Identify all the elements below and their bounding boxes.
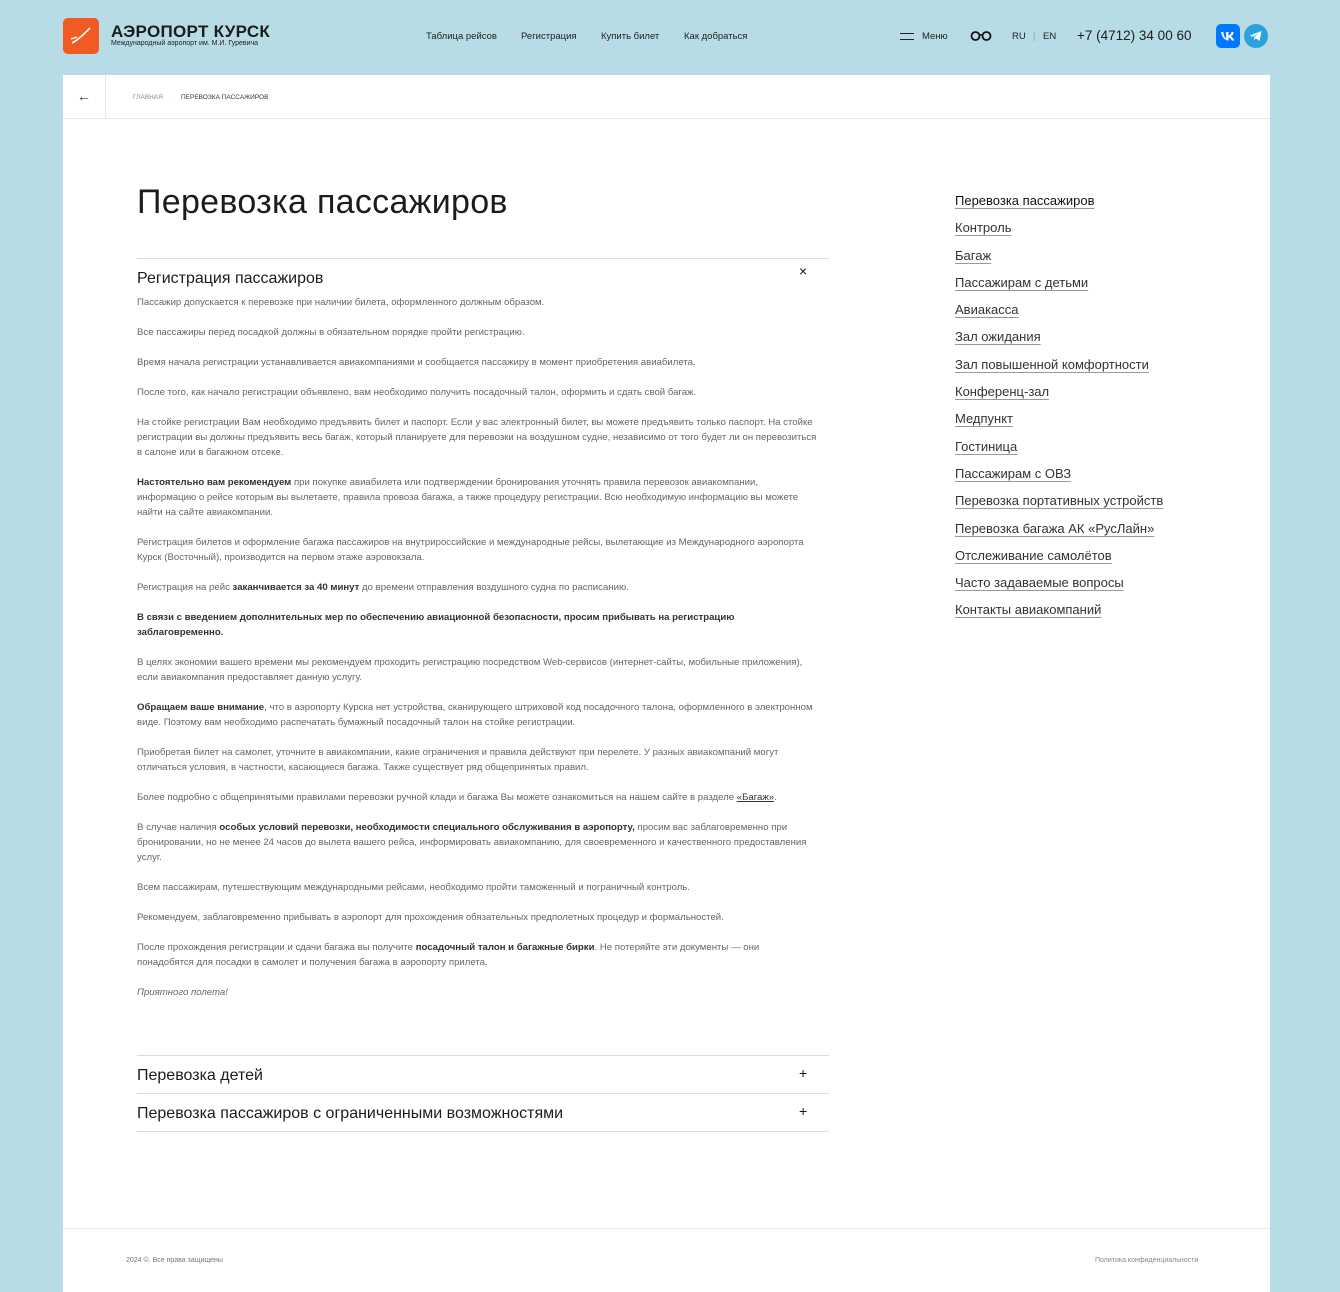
brand-title[interactable]: АЭРОПОРТ КУРСК [111, 22, 271, 41]
paragraph [137, 790, 817, 805]
plus-icon[interactable]: + [799, 1103, 808, 1119]
accordion-divider [137, 258, 829, 259]
paragraph-text: На стойке регистрации Вам необходимо предъявить билет и паспорт. Если у вас электронный билет, вы можете предъявить только паспорт. На стойке регистрации вы должны предъявить весь багаж, который планируете для перевозки на воздушном судне, независимо от того будет ли он перевозиться в салоне или в багажном отсеке. [137, 417, 817, 458]
paragraph-text: Более подробно с общепринятыми правилами перевозки ручной клади и багажа Вы можете ознакомиться на нашем сайте в разделе [137, 792, 737, 803]
accordion-title-children[interactable]: Перевозка детей [137, 1067, 263, 1084]
paragraph-text: После прохождения регистрации и сдачи багажа вы получите [137, 942, 416, 953]
paragraph [137, 880, 817, 895]
sidebar-item-rusline[interactable]: Перевозка багажа АК «РусЛайн» [955, 520, 1155, 536]
accordion-title-checkin[interactable]: Регистрация пассажиров [137, 270, 324, 287]
sidebar-item-passengers[interactable]: Перевозка пассажиров [955, 193, 1095, 208]
nav-checkin[interactable]: Регистрация [521, 31, 577, 42]
paragraph [137, 655, 817, 685]
accordion-title-reduced-mobility[interactable]: Перевозка пассажиров с ограниченными возможностями [137, 1105, 564, 1122]
back-arrow-icon[interactable]: ← [63, 75, 106, 119]
paragraph [137, 910, 817, 925]
breadcrumb [63, 75, 1270, 119]
menu-icon [900, 33, 914, 41]
paragraph-text: Время начала регистрации устанавливается авиакомпаниями и сообщается пассажиру в момент приобретения авиабилета. [137, 357, 696, 368]
sidebar-item-comfort-hall[interactable]: Зал повышенной комфортности [955, 356, 1149, 372]
paragraph-text: В целях экономии вашего времени мы рекомендуем проходить регистрацию посредством Web-сервисов (интернет-сайты, мобильные приложения), если авиакомпания предоставляет данную услугу. [137, 657, 803, 683]
paragraph-text: при покупке авиабилета или подтверждении бронирования уточнять правила перевозок авиакомпании, информацию о рейсе которым вы вылетаете, правила провоза багажа, а также процедуру регистрации. Всю необходимую информацию вы можете найти на сайте авиакомпании. [137, 477, 799, 518]
brand-subtitle: Международный аэропорт им. М.И. Гуревича [111, 40, 259, 47]
paragraph [137, 415, 817, 460]
paragraph-text: , что в аэропорту Курска нет устройства, сканирующего штриховой код посадочного талона, оформленного в электронном виде. Поэтому вам необходимо распечатать бумажный посадочный талон на стойке регистрации. [137, 702, 813, 728]
paragraph [137, 295, 817, 310]
paragraph-text: Настоятельно вам рекомендуем [137, 477, 292, 488]
breadcrumb-separator: · [170, 94, 173, 101]
plus-icon[interactable]: + [799, 1065, 808, 1081]
paragraph-text: заканчивается за 40 минут [232, 582, 360, 593]
paragraph-text: особых условий перевозки, необходимости специального обслуживания в аэропорту, [219, 822, 635, 833]
phone-number[interactable]: +7 (4712) 34 00 60 [1077, 28, 1192, 43]
paragraph-text: Регистрация на рейс [137, 582, 233, 593]
content-panel [63, 75, 1270, 1292]
sidebar-item-conference[interactable]: Конференц-зал [955, 384, 1050, 400]
paragraph-text: Приобретая билет на самолет, уточните в авиакомпании, какие ограничения и правила действуют при перелете. У разных авиакомпаний могут отличаться условия, в частности, касающиеся багажа. Также существует ряд общепринятых правил. [137, 747, 779, 773]
site-header [0, 0, 1340, 75]
vk-icon[interactable] [1216, 24, 1240, 48]
breadcrumb-current: ПЕРЕВОЗКА ПАССАЖИРОВ [181, 94, 269, 101]
sidebar-item-faq[interactable]: Часто задаваемые вопросы [955, 575, 1124, 591]
paragraph-text: Регистрация билетов и оформление багажа пассажиров на внутрироссийские и международные рейсы, вылетающие из Международного аэропорта Курск (Восточный), производится на первом этаже аэровокзала. [137, 537, 804, 563]
paragraph [137, 700, 817, 730]
paragraph-text: Всем пассажирам, путешествующим международными рейсами, необходимо пройти таможенный и пограничный контроль. [137, 882, 690, 893]
paragraph-text: . [774, 792, 777, 803]
nav-buy-ticket[interactable]: Купить билет [601, 31, 660, 42]
sidebar-item-disabled[interactable]: Пассажирам с ОВЗ [955, 465, 1072, 481]
paragraph-text: После того, как начало регистрации объявлено, вам необходимо получить посадочный талон, оформить и сдать свой багаж. [137, 387, 697, 398]
sidebar-item-control[interactable]: Контроль [955, 220, 1012, 236]
paragraph-text: Обращаем ваше внимание [137, 702, 265, 713]
sidebar-item-devices[interactable]: Перевозка портативных устройств [955, 493, 1164, 509]
lang-separator: | [1033, 31, 1036, 41]
nav-flights[interactable]: Таблица рейсов [426, 31, 497, 42]
accordion-divider [137, 1093, 829, 1094]
accordion-divider [137, 1131, 829, 1132]
lang-en[interactable]: EN [1043, 31, 1057, 42]
sidebar-item-children[interactable]: Пассажирам с детьми [955, 274, 1089, 290]
page-title: Перевозка пассажиров [137, 183, 508, 221]
sidebar-item-ticket-office[interactable]: Авиакасса [955, 302, 1019, 318]
paragraph [137, 475, 817, 520]
paragraph [137, 985, 817, 1000]
sidebar-item-waiting-hall[interactable]: Зал ожидания [955, 329, 1041, 345]
paragraph [137, 610, 817, 640]
close-icon[interactable]: × [799, 263, 808, 279]
paragraph-text: В связи с введением дополнительных мер по обеспечению авиационной безопасности, просим прибывать на регистрацию заблаговременно. [137, 612, 735, 638]
baggage-link[interactable]: «Багаж» [736, 792, 775, 803]
menu-button[interactable] [900, 31, 948, 42]
paragraph [137, 355, 817, 370]
accordion-divider [137, 1055, 829, 1056]
sidebar-item-medical[interactable]: Медпункт [955, 411, 1014, 427]
paragraph [137, 820, 817, 865]
sidebar-item-tracking[interactable]: Отслеживание самолётов [955, 547, 1112, 563]
paragraph-text: Пассажир допускается к перевозке при наличии билета, оформленного должным образом. [137, 297, 545, 308]
paragraph-text: Все пассажиры перед посадкой должны в обязательном порядке пройти регистрацию. [137, 327, 525, 338]
paragraph-text: посадочный талон и багажные бирки [415, 942, 595, 953]
paragraph-text: Приятного полета! [137, 987, 228, 998]
accordion-content [137, 295, 817, 1015]
paragraph-text: Рекомендуем, заблаговременно прибывать в аэропорт для прохождения обязательных предполетных процедур и формальностей. [137, 912, 724, 923]
telegram-icon[interactable] [1244, 24, 1268, 48]
paragraph [137, 385, 817, 400]
footer-privacy-policy[interactable]: Политика конфиденциальности [1095, 1257, 1199, 1264]
paragraph-text: . Не потеряйте эти документы — они понадобятся для посадки в самолет и получения багажа в аэропорту прилета. [137, 942, 760, 968]
footer-divider [63, 1228, 1270, 1229]
paragraph-text: до времени отправления воздушного судна по расписанию. [359, 582, 629, 593]
accessibility-glasses-icon[interactable] [970, 30, 992, 42]
sidebar-item-airline-contacts[interactable]: Контакты авиакомпаний [955, 602, 1102, 618]
paragraph [137, 745, 817, 775]
paragraph [137, 535, 817, 565]
paragraph [137, 325, 817, 340]
paragraph [137, 940, 817, 970]
paragraph-text: В случае наличия [137, 822, 220, 833]
menu-label: Меню [922, 31, 948, 42]
breadcrumb-home[interactable]: ГЛАВНАЯ [133, 94, 163, 101]
footer-copyright: 2024 ©. Все права защищены [126, 1257, 223, 1264]
lang-ru[interactable]: RU [1012, 31, 1026, 42]
logo-icon[interactable] [63, 18, 99, 54]
paragraph [137, 580, 817, 595]
nav-directions[interactable]: Как добраться [684, 31, 748, 42]
sidebar-item-baggage[interactable]: Багаж [955, 247, 992, 263]
sidebar-item-hotel[interactable]: Гостиница [955, 438, 1018, 454]
sidebar-nav [955, 192, 1163, 629]
paragraph-text: просим вас заблаговременно при бронировании, но не менее 24 часов до вылета вашего рейса, информировать авиакомпанию, для своевременного и качественного предоставления услуг. [137, 822, 807, 863]
